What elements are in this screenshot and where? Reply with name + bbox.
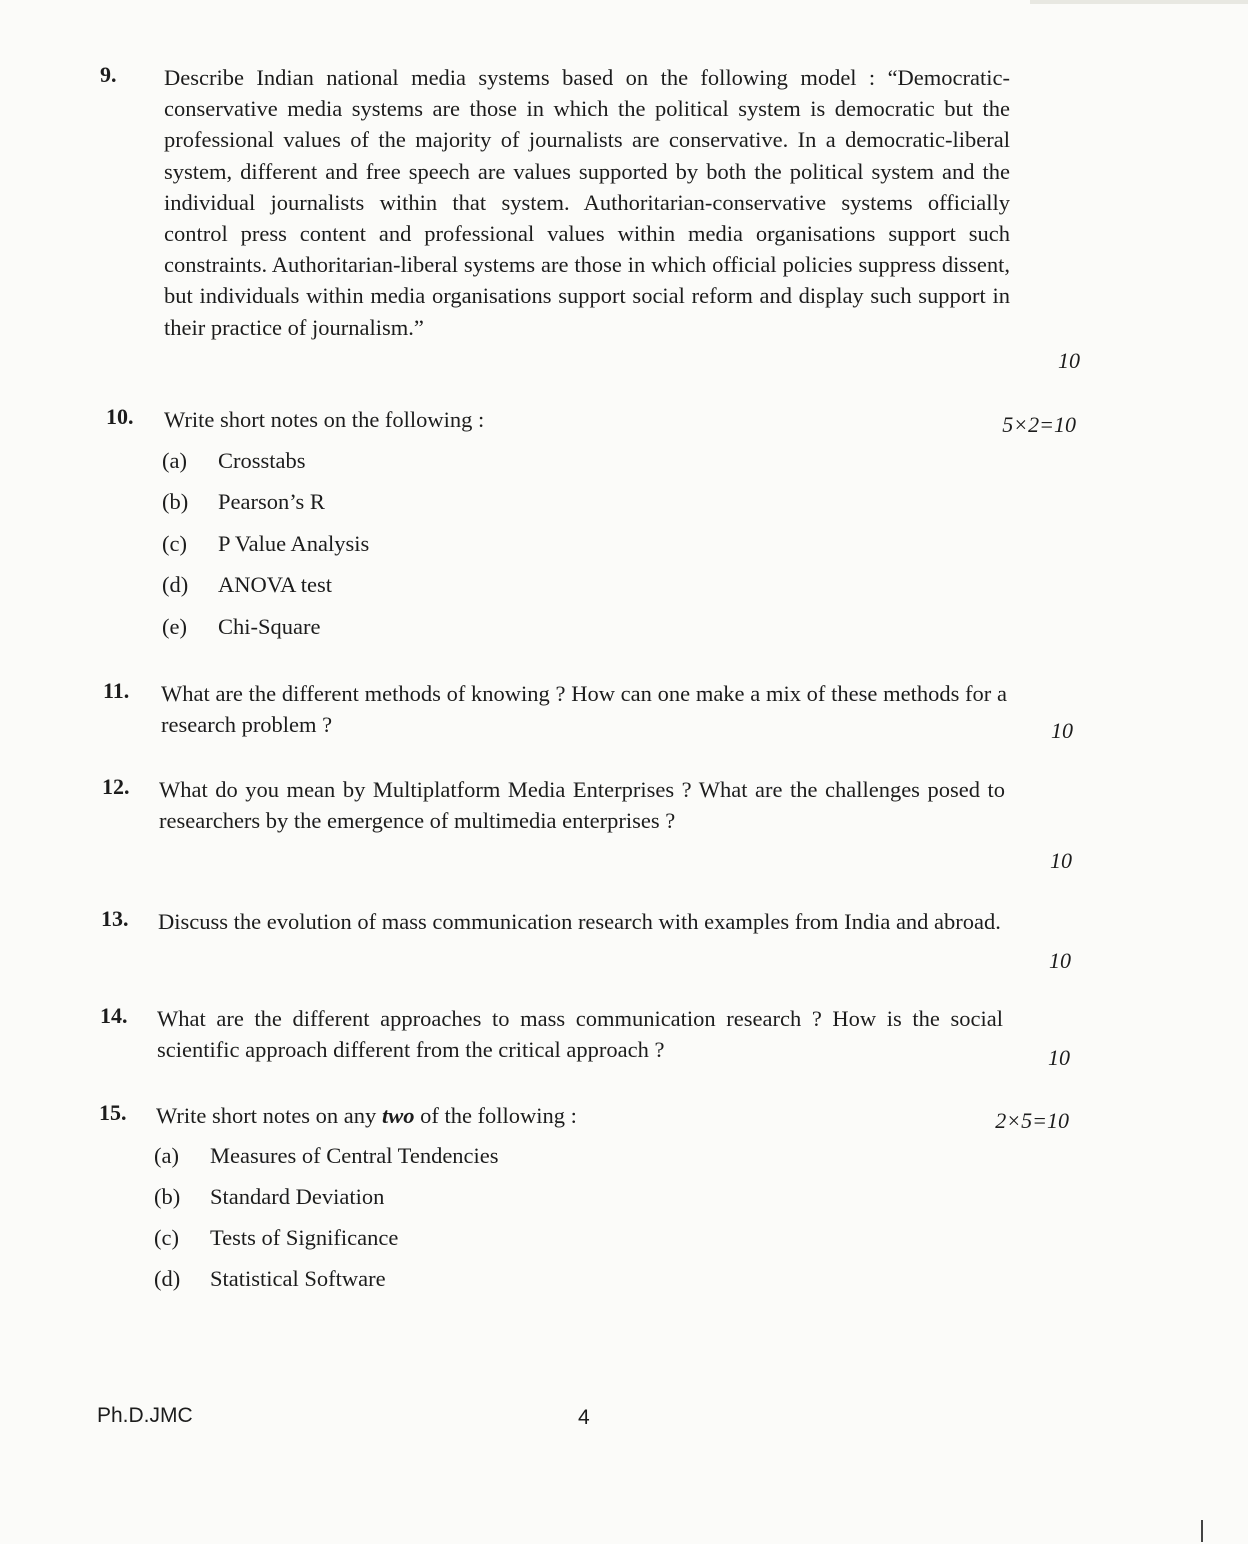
option-item [162,529,369,559]
option-label: (c) [162,531,187,556]
question-marks: 10 [1058,348,1080,373]
question-number: 14. [100,1003,128,1028]
question-text-emphasis: two [381,1103,415,1128]
question-14 [100,1003,1070,1073]
option-label: (a) [162,448,187,473]
question-marks: 10 [1051,718,1073,743]
question-number: 11. [103,678,130,703]
question-11 [103,678,1073,748]
question-10 [106,404,1076,644]
option-text: Tests of Significance [210,1225,399,1250]
question-text: Discuss the evolution of mass communication research with examples from India and abroad. [158,909,1001,934]
option-label: (b) [154,1184,181,1209]
question-text-part: Write short notes on any [156,1103,382,1128]
question-text: Describe Indian national media systems based on the following model : “Democratic-conservative media systems are those in which the political system is democratic but the professional values of the majority of journalists are conservative. In a democratic-liberal system, different and free speech are values supported by both the political system and the individual journalists within that system. Authoritarian-conservative systems officially control press content and professional values within media organisations support such constraints. Authoritarian-liberal systems are those in which official policies suppress dissent, but individuals within media organisations support social reform and display such support in their practice of journalism.” [164,65,1010,340]
option-text: Chi-Square [218,614,321,639]
scan-mark [1201,1520,1203,1542]
option-text: Standard Deviation [210,1184,385,1209]
question-number: 9. [100,62,117,87]
question-number: 10. [106,404,134,429]
option-label: (b) [162,489,189,514]
option-item [162,487,325,517]
question-text [156,1100,1002,1131]
option-item [154,1223,398,1253]
page-number: 4 [578,1406,590,1429]
option-text: Crosstabs [218,448,306,473]
question-9 [100,62,1080,382]
option-text: Pearson’s R [218,489,325,514]
option-item [154,1141,499,1171]
option-label: (d) [162,572,189,597]
question-15 [99,1100,1069,1300]
question-number: 13. [101,906,129,931]
option-item [154,1264,386,1294]
option-label: (d) [154,1266,181,1291]
question-marks: 10 [1048,1045,1070,1070]
question-marks: 2×5=10 [995,1108,1069,1133]
question-text: What are the different methods of knowing ? How can one make a mix of these methods for a research problem ? [161,681,1007,738]
option-text: P Value Analysis [218,531,370,556]
question-12 [102,774,1072,874]
scan-edge [1030,0,1248,4]
option-item [162,570,332,600]
option-item [162,446,306,476]
question-text-part: of the following : [414,1103,577,1128]
question-text: What do you mean by Multiplatform Media Enterprises ? What are the challenges posed to researchers by the emergence of multimedia enterprises ? [159,777,1005,834]
option-item [162,612,320,642]
option-text: ANOVA test [218,572,332,597]
question-13 [101,906,1071,976]
option-item [154,1182,384,1212]
question-text: Write short notes on the following : [164,407,485,432]
paper-code: Ph.D.JMC [97,1404,193,1427]
question-text: What are the different approaches to mass communication research ? How is the social scientific approach different from the critical approach ? [157,1006,1003,1063]
question-marks: 10 [1049,948,1071,973]
question-marks: 5×2=10 [1002,412,1076,437]
option-label: (a) [154,1143,179,1168]
question-number: 12. [102,774,130,799]
option-text: Statistical Software [210,1266,386,1291]
option-label: (e) [162,614,187,639]
question-marks: 10 [1050,848,1072,873]
option-label: (c) [154,1225,179,1250]
question-number: 15. [99,1100,127,1125]
option-text: Measures of Central Tendencies [210,1143,499,1168]
